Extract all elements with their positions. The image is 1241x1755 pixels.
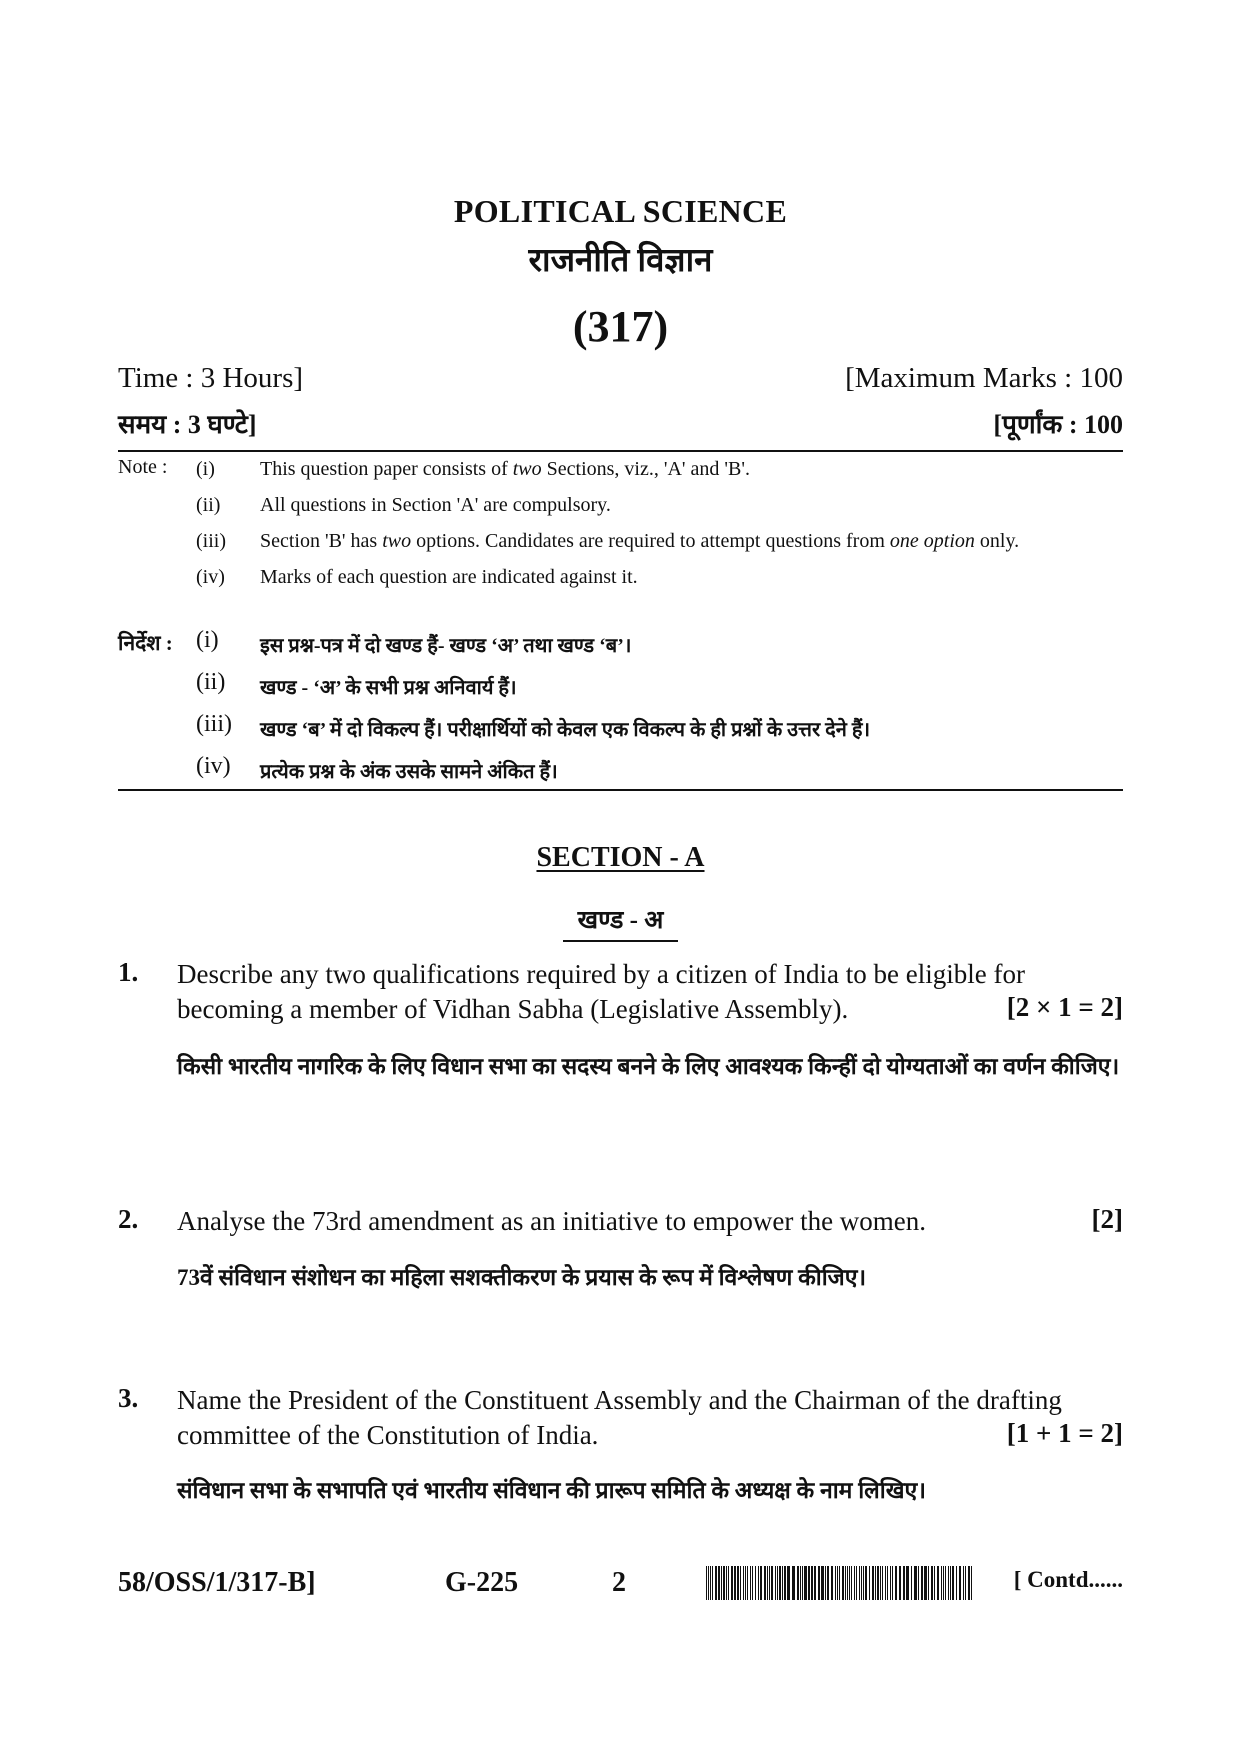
nirdesh-label: निर्देश :	[118, 631, 173, 655]
barcode-bar	[971, 1566, 972, 1600]
note-item-number: (iv)	[196, 566, 225, 588]
barcode-bar	[752, 1566, 753, 1600]
nirdesh-item-number: (iv)	[196, 753, 231, 779]
barcode-bar	[856, 1566, 857, 1600]
header-divider	[118, 450, 1123, 452]
nirdesh-item-text: खण्ड - ‘अ’ के सभी प्रश्न अनिवार्य हैं।	[260, 677, 517, 699]
note-item-text: Section 'B' has two options. Candidates are required to attempt questions from one option only.	[260, 530, 1020, 552]
barcode-bar	[706, 1566, 707, 1600]
barcode-bar	[760, 1566, 762, 1600]
note-item-text: This question paper consists of two Sections, viz., 'A' and 'B'.	[260, 458, 750, 480]
barcode-bar	[911, 1566, 912, 1600]
nirdesh-item-number: (iii)	[196, 711, 232, 737]
barcode-bar	[877, 1566, 879, 1600]
barcode-bar	[769, 1566, 770, 1600]
barcode-bar	[723, 1566, 725, 1600]
barcode-bar	[906, 1566, 909, 1600]
barcode-bar	[875, 1566, 876, 1600]
barcode-bar	[956, 1566, 957, 1600]
barcode-bar	[764, 1566, 766, 1600]
barcode-bar	[892, 1566, 893, 1600]
barcode-bar	[740, 1566, 741, 1600]
barcode-bar	[710, 1566, 711, 1600]
question-marks: [2 × 1 = 2]	[1006, 992, 1123, 1022]
barcode-bar	[952, 1566, 954, 1600]
subject-code: (317)	[572, 302, 669, 351]
note-item-number: (i)	[196, 458, 215, 480]
section-hindi-underline	[563, 940, 678, 942]
note-label: Note :	[118, 456, 168, 478]
barcode-bar	[750, 1566, 751, 1600]
barcode-bar	[934, 1566, 935, 1600]
barcode-bar	[965, 1566, 966, 1600]
note-item-number: (ii)	[196, 494, 221, 516]
barcode-bar	[918, 1566, 919, 1600]
barcode-bar	[737, 1566, 739, 1600]
paper-title-hindi: राजनीति विज्ञान	[528, 243, 713, 279]
question-text-hindi: संविधान सभा के सभापति एवं भारतीय संविधान की प्रारूप समिति के अध्यक्ष के नाम लिखिए।	[177, 1478, 926, 1503]
barcode-bar	[821, 1566, 824, 1600]
question-number: 3.	[118, 1383, 139, 1413]
nirdesh-item-text: प्रत्येक प्रश्न के अंक उसके सामने अंकित हैं।	[260, 761, 558, 783]
barcode-bar	[945, 1566, 946, 1600]
barcode-bar	[818, 1566, 820, 1600]
barcode-bar	[921, 1566, 923, 1600]
barcode-bar	[851, 1566, 852, 1600]
barcode-bar	[743, 1566, 744, 1600]
barcode-bar	[808, 1566, 810, 1600]
barcode-bar	[745, 1566, 746, 1600]
barcode-bar	[839, 1566, 840, 1600]
barcode-bar	[726, 1566, 727, 1600]
paper-code: 58/OSS/1/317-B]	[118, 1567, 316, 1598]
maximum-marks-english: [Maximum Marks : 100	[845, 362, 1123, 394]
barcode-bar	[854, 1566, 855, 1600]
barcode-bar	[937, 1566, 939, 1600]
barcode-bar	[849, 1566, 850, 1600]
barcode-bar	[721, 1566, 722, 1600]
question-text-english: Name the President of the Constituent Assembly and the Chairman of the drafting	[177, 1385, 1062, 1415]
barcode-bar	[784, 1566, 786, 1600]
question-text-hindi: 73वें संविधान संशोधन का महिला सशक्तीकरण के प्रयास के रूप में विश्लेषण कीजिए।	[177, 1265, 867, 1290]
barcode-bar	[895, 1566, 897, 1600]
barcode-bar	[755, 1566, 756, 1600]
note-item-text: Marks of each question are indicated against it.	[260, 566, 638, 588]
nirdesh-item-text: खण्ड ‘ब’ में दो विकल्प हैं। परीक्षार्थियों को केवल एक विकल्प के ही प्रश्नों के उत्तर देने हैं।	[260, 719, 871, 741]
barcode-bar	[767, 1566, 768, 1600]
barcode-bar	[948, 1566, 949, 1600]
barcode-bar	[885, 1566, 886, 1600]
barcode-bar	[959, 1566, 961, 1600]
barcode-bar	[869, 1566, 870, 1600]
barcode-bar	[924, 1566, 927, 1600]
barcode-bar	[842, 1566, 844, 1600]
barcode-bar	[775, 1566, 776, 1600]
barcode-bar	[792, 1566, 795, 1600]
barcode-bar	[859, 1566, 860, 1600]
barcode-bar	[943, 1566, 944, 1600]
question-text-english-cont: becoming a member of Vidhan Sabha (Legislative Assembly).	[177, 994, 849, 1024]
maximum-marks-hindi: [पूर्णांक : 100	[993, 410, 1123, 439]
question-text-english: Describe any two qualifications required by a citizen of India to be eligible for	[177, 959, 1025, 989]
barcode-bar	[890, 1566, 891, 1600]
barcode-bar	[800, 1566, 801, 1600]
barcode-bar	[847, 1566, 848, 1600]
barcode-bar	[963, 1566, 964, 1600]
barcode-bar	[845, 1566, 846, 1600]
barcode-bar	[863, 1566, 864, 1600]
barcode-bar	[865, 1566, 867, 1600]
barcode-bar	[928, 1566, 929, 1600]
barcode-bar	[718, 1566, 720, 1600]
question-text-english: Analyse the 73rd amendment as an initiative to empower the women.	[177, 1206, 927, 1236]
barcode-bar	[950, 1566, 951, 1600]
barcode-bar	[771, 1566, 773, 1600]
barcode-bar	[708, 1566, 709, 1600]
barcode-bar	[797, 1566, 799, 1600]
barcode-bar	[814, 1566, 816, 1600]
page-number: 2	[612, 1567, 626, 1598]
barcode-bar	[782, 1566, 783, 1600]
barcode-bar	[777, 1566, 778, 1600]
barcode-bar	[872, 1566, 874, 1600]
notes-divider	[118, 789, 1123, 791]
barcode-bar	[835, 1566, 836, 1600]
section-title-english: SECTION - A	[536, 842, 705, 873]
paper-title-english: POLITICAL SCIENCE	[453, 193, 788, 229]
time-allowed-hindi: समय : 3 घण्टे]	[118, 410, 257, 439]
barcode-bar	[837, 1566, 838, 1600]
barcode-bar	[941, 1566, 942, 1600]
nirdesh-item-number: (i)	[196, 627, 219, 653]
barcode-bar	[779, 1566, 781, 1600]
note-item-number: (iii)	[196, 530, 226, 552]
barcode-bar	[887, 1566, 888, 1600]
barcode-bar	[914, 1566, 917, 1600]
barcode-bar	[734, 1566, 736, 1600]
continued-label: [ Contd......	[1013, 1567, 1123, 1592]
note-item-text: All questions in Section 'A' are compulsory.	[260, 494, 611, 516]
barcode-bar	[731, 1566, 733, 1600]
barcode-bar	[899, 1566, 901, 1600]
barcode-bar	[715, 1566, 717, 1600]
barcode-bar	[758, 1566, 759, 1600]
barcode-bar	[728, 1566, 729, 1600]
nirdesh-item-text: इस प्रश्न-पत्र में दो खण्ड हैं- खण्ड ‘अ’ तथा खण्ड ‘ब’।	[260, 635, 632, 657]
barcode-bar	[804, 1566, 807, 1600]
barcode-bar	[831, 1566, 833, 1600]
question-text-hindi: किसी भारतीय नागरिक के लिए विधान सभा का सदस्य बनने के लिए आवश्यक किन्हीं दो योग्यताओं का वर्णन कीजिए।	[177, 1054, 1120, 1079]
nirdesh-item-number: (ii)	[196, 669, 226, 695]
question-marks: [2]	[1091, 1204, 1123, 1234]
section-title-hindi: खण्ड - अ	[577, 907, 664, 934]
question-marks: [1 + 1 = 2]	[1006, 1418, 1123, 1448]
question-number: 2.	[118, 1204, 139, 1234]
barcode-bar	[968, 1566, 970, 1600]
barcode-bar	[903, 1566, 905, 1600]
barcode-image	[706, 1566, 974, 1600]
time-allowed-english: Time : 3 Hours]	[118, 362, 304, 394]
question-text-english-cont: committee of the Constitution of India.	[177, 1420, 599, 1450]
series-code: G-225	[445, 1567, 519, 1598]
barcode-bar	[802, 1566, 803, 1600]
barcode-bar	[712, 1566, 713, 1600]
barcode-bar	[827, 1566, 829, 1600]
barcode-bar	[931, 1566, 933, 1600]
barcode-bar	[787, 1566, 790, 1600]
barcode-bar	[811, 1566, 813, 1600]
barcode-bar	[880, 1566, 881, 1600]
barcode-bar	[747, 1566, 748, 1600]
barcode-bar	[882, 1566, 883, 1600]
barcode-bar	[861, 1566, 862, 1600]
barcode-bar	[825, 1566, 826, 1600]
question-number: 1.	[118, 957, 139, 987]
